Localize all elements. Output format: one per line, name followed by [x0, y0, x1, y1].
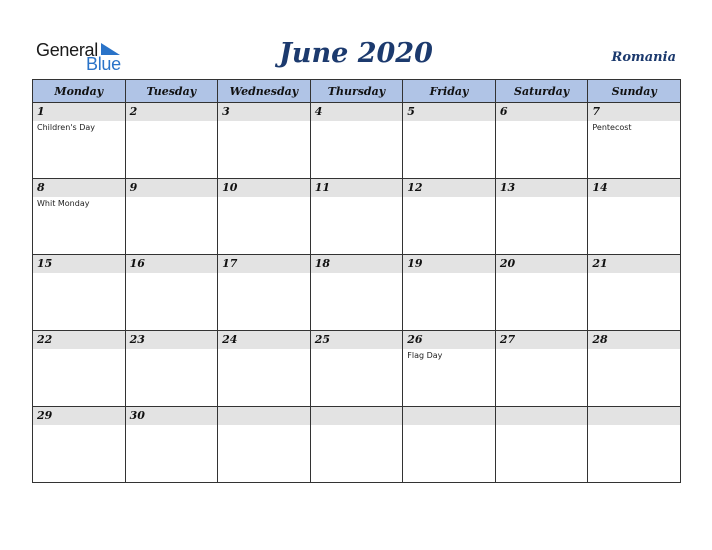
day-cell — [218, 331, 311, 407]
day-number-bar — [588, 103, 680, 121]
day-number: 20 — [499, 257, 516, 270]
day-number-bar — [218, 103, 310, 121]
day-number: 27 — [499, 333, 516, 346]
day-number: 21 — [592, 257, 608, 270]
day-number-bar — [588, 179, 680, 197]
day-cell — [310, 407, 403, 483]
day-number: 15 — [37, 257, 53, 270]
day-cell — [33, 407, 126, 483]
week-row — [33, 103, 681, 179]
day-number-bar — [311, 331, 403, 349]
weekday-header: Saturday — [495, 80, 588, 103]
day-cell — [495, 103, 588, 179]
day-cell — [218, 255, 311, 331]
calendar-grid — [32, 79, 681, 483]
logo-word-general: General — [36, 40, 98, 60]
day-number-bar — [496, 331, 588, 349]
day-cell — [403, 331, 496, 407]
day-number-bar — [403, 255, 495, 273]
week-row — [33, 407, 681, 483]
day-number: 17 — [222, 257, 238, 270]
day-number-bar — [311, 179, 403, 197]
week-row — [33, 255, 681, 331]
day-number-bar — [496, 407, 588, 425]
day-cell — [403, 103, 496, 179]
day-cell — [125, 407, 218, 483]
day-cell — [33, 179, 126, 255]
day-cell — [495, 407, 588, 483]
day-number: 11 — [314, 181, 330, 194]
logo-word-blue: Blue — [86, 54, 121, 74]
day-cell — [588, 331, 681, 407]
day-number: 26 — [407, 333, 423, 346]
day-number-bar — [33, 103, 125, 121]
day-number: 22 — [37, 333, 53, 346]
calendar-title: June 2020 — [279, 38, 433, 69]
day-number: 4 — [314, 105, 323, 118]
day-cell — [33, 103, 126, 179]
day-number-bar — [126, 255, 218, 273]
day-number-bar — [311, 407, 403, 425]
day-number-bar — [126, 179, 218, 197]
day-cell — [310, 255, 403, 331]
day-number-bar — [126, 331, 218, 349]
day-cell — [125, 103, 218, 179]
day-number-bar — [496, 179, 588, 197]
day-cell — [33, 255, 126, 331]
day-number-bar — [403, 103, 495, 121]
day-number-bar — [588, 331, 680, 349]
day-number: 8 — [37, 181, 45, 194]
day-cell — [125, 255, 218, 331]
day-number-bar — [33, 407, 125, 425]
day-number: 3 — [222, 105, 230, 118]
day-number: 5 — [407, 105, 415, 118]
day-cell — [588, 255, 681, 331]
day-cell — [218, 103, 311, 179]
day-number: 14 — [592, 181, 608, 194]
day-cell — [495, 331, 588, 407]
day-cell — [218, 407, 311, 483]
day-cell — [403, 179, 496, 255]
day-number-bar — [496, 103, 588, 121]
day-number-bar — [496, 255, 588, 273]
day-cell — [125, 179, 218, 255]
day-number-bar — [588, 255, 680, 273]
day-cell — [125, 331, 218, 407]
day-number-bar — [218, 255, 310, 273]
day-cell — [588, 179, 681, 255]
day-number: 30 — [129, 409, 145, 422]
week-row — [33, 331, 681, 407]
country-label: Romania — [611, 50, 676, 65]
day-cell — [495, 255, 588, 331]
day-number-bar — [126, 103, 218, 121]
day-cell — [403, 407, 496, 483]
day-cell — [310, 179, 403, 255]
holiday-label: Children's Day — [37, 123, 95, 132]
day-number-bar — [218, 179, 310, 197]
weekday-header: Sunday — [588, 80, 681, 103]
weekday-header: Tuesday — [125, 80, 218, 103]
holiday-label: Pentecost — [592, 123, 632, 132]
weekday-header: Friday — [403, 80, 496, 103]
day-number: 10 — [222, 181, 238, 194]
day-number: 6 — [499, 105, 508, 118]
day-number-bar — [126, 407, 218, 425]
day-number: 19 — [407, 257, 423, 270]
day-number: 9 — [129, 181, 138, 194]
holiday-label: Flag Day — [407, 351, 443, 360]
day-number-bar — [311, 103, 403, 121]
week-row — [33, 179, 681, 255]
day-cell — [218, 179, 311, 255]
day-number-bar — [33, 255, 125, 273]
day-number: 12 — [407, 181, 423, 194]
day-cell — [310, 331, 403, 407]
day-number: 7 — [592, 105, 601, 118]
day-number: 24 — [222, 333, 238, 346]
day-cell — [33, 331, 126, 407]
day-number-bar — [33, 331, 125, 349]
day-number-bar — [311, 255, 403, 273]
day-number: 25 — [314, 333, 330, 346]
day-cell — [588, 103, 681, 179]
day-number: 28 — [592, 333, 608, 346]
day-number: 13 — [499, 181, 516, 194]
day-number: 23 — [129, 333, 145, 346]
weekday-header: Thursday — [310, 80, 403, 103]
day-number: 18 — [314, 257, 330, 270]
holiday-label: Whit Monday — [37, 199, 90, 208]
day-cell — [403, 255, 496, 331]
day-cell — [310, 103, 403, 179]
day-number-bar — [403, 179, 495, 197]
day-cell — [588, 407, 681, 483]
day-number-bar — [403, 407, 495, 425]
day-number: 29 — [37, 409, 53, 422]
weekday-header: Monday — [33, 80, 126, 103]
weekday-header-row — [33, 80, 681, 103]
day-number: 2 — [129, 105, 138, 118]
day-number-bar — [218, 407, 310, 425]
day-number-bar — [588, 407, 680, 425]
day-number: 1 — [37, 105, 45, 118]
day-cell — [495, 179, 588, 255]
day-number-bar — [403, 331, 495, 349]
weekday-header: Wednesday — [218, 80, 311, 103]
day-number: 16 — [129, 257, 145, 270]
day-number-bar — [33, 179, 125, 197]
day-number-bar — [218, 331, 310, 349]
